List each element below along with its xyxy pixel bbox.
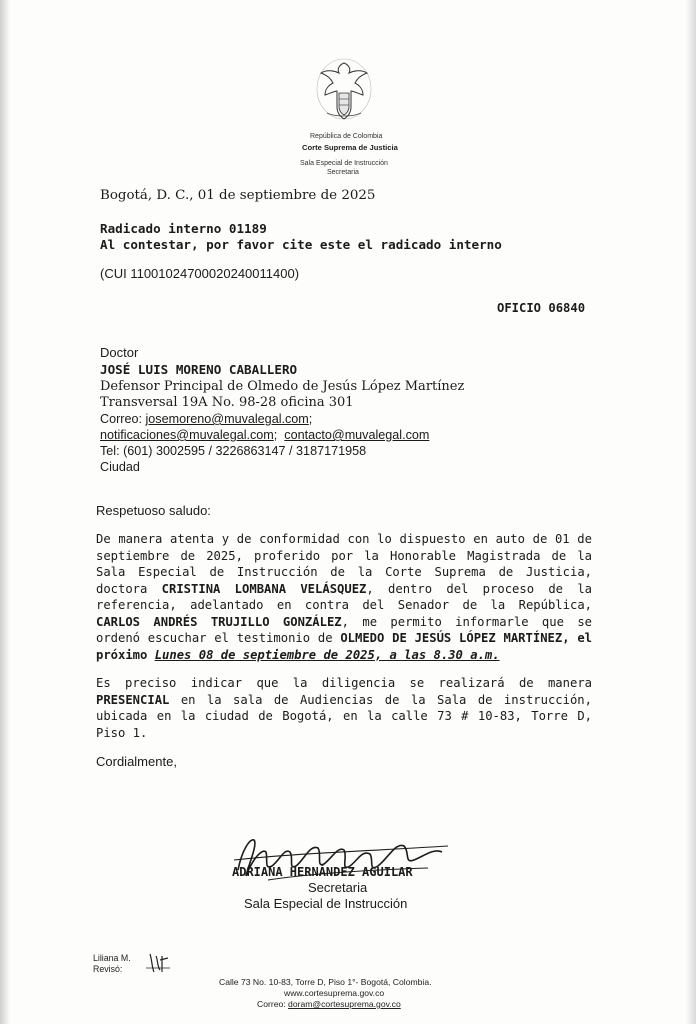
header-secretaria: Secretaria [327, 169, 359, 176]
closing: Cordialmente, [96, 754, 177, 769]
footer-website[interactable]: www.cortesuprema.gov.co [284, 988, 385, 998]
p1-magistrada: CRISTINA LOMBANA VELÁSQUEZ [161, 581, 367, 596]
recipient-role: Defensor Principal de Olmedo de Jesús López Martínez [100, 379, 465, 394]
p1-text-a: De manera atenta y de conformidad con lo dispuesto en auto de 01 de septiembre de 2025, proferido por la Honorable Magistrada de la Sala Especial de Instrucción de la Corte Suprema de Justicia, doctora [96, 532, 592, 596]
cui: (CUI 11001024700020240011400) [100, 266, 300, 281]
signer-unit: Sala Especial de Instrucción [244, 896, 408, 911]
place-date: Bogotá, D. C., 01 de septiembre de 2025 [100, 188, 376, 203]
signer-role: Secretaria [308, 880, 368, 895]
body-paragraph-2 [96, 675, 592, 741]
signer-name: ADRIANA HERNÁNDEZ AGUILAR [232, 865, 413, 879]
recipient-city: Ciudad [100, 460, 140, 474]
footer-email-line [257, 999, 401, 1009]
email-link-1[interactable]: josemoreno@muvalegal.com [145, 412, 309, 426]
email-separator: ; [308, 412, 313, 426]
recipient-phone: Tel: (601) 3002595 / 3226863147 / 3187171958 [100, 444, 367, 458]
coat-of-arms-icon [313, 55, 375, 127]
email-label: Correo: [100, 412, 142, 426]
header-republica: República de Colombia [310, 133, 383, 140]
recipient-title: Doctor [100, 345, 139, 360]
recipient-email-line-1 [100, 411, 312, 427]
recipient-email-line-2 [100, 427, 429, 443]
p2-text-c: en la sala de Audiencias de la Sala de instrucción, ubicada en la ciudad de Bogotá, en la calle 73 # 10-83, Torre D, Piso 1. [96, 692, 592, 740]
review-initials-mark [144, 950, 174, 976]
p1-fecha-diligencia: Lunes 08 de septiembre de 2025, a las 8.30 a.m. [154, 647, 500, 662]
footer-email-link[interactable]: doram@cortesuprema.gov.co [288, 999, 401, 1009]
email-link-2[interactable]: notificaciones@muvalegal.com [100, 428, 274, 442]
review-author: Liliana M. [93, 953, 131, 963]
radicado: Radicado interno 01189 [100, 221, 267, 236]
p1-text-e: , me permito informarle que se ordenó escuchar el testimonio de [96, 614, 593, 645]
email-link-3[interactable]: contacto@muvalegal.com [284, 428, 430, 442]
p2-modalidad: PRESENCIAL [96, 692, 170, 707]
scan-edge-right [686, 0, 696, 1024]
header-sala: Sala Especial de Instrucción [300, 160, 388, 167]
cite-note: Al contestar, por favor cite este el radicado interno [100, 237, 502, 252]
greeting: Respetuoso saludo: [96, 503, 211, 518]
header-corte: Corte Suprema de Justicia [302, 143, 398, 152]
footer-email-label: Correo: [257, 999, 286, 1009]
p2-text-a: Es preciso indicar que la diligencia se realizará de manera [96, 676, 592, 690]
email-separator: ; [273, 428, 278, 442]
body-paragraph-1 [96, 531, 592, 663]
review-label: Revisó: [93, 964, 123, 974]
recipient-address: Transversal 19A No. 98-28 oficina 301 [100, 395, 354, 410]
p1-testigo: OLMEDO DE JESÚS LÓPEZ MARTÍNEZ, el próximo [96, 631, 592, 662]
p1-senador: CARLOS ANDRÉS TRUJILLO GONZÁLEZ [96, 614, 342, 629]
recipient-name: JOSÉ LUIS MORENO CABALLERO [100, 362, 298, 377]
p1-text-c: , dentro del proceso de la referencia, adelantado en contra del Senador de la República, [96, 581, 592, 612]
scan-edge-left [0, 0, 10, 1024]
oficio-number: OFICIO 06840 [497, 301, 586, 315]
footer-address: Calle 73 No. 10-83, Torre D, Piso 1°- Bogotá, Colombia. [219, 977, 432, 987]
